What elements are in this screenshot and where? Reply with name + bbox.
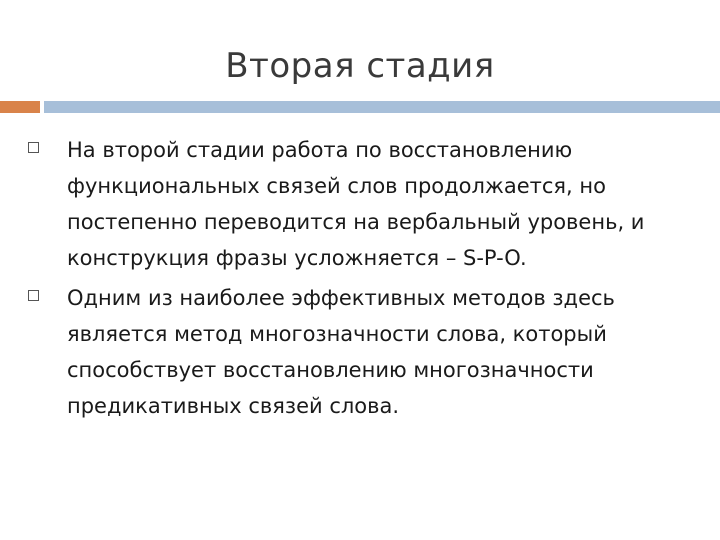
bullet-item: [28, 280, 688, 424]
bullet-text: На второй стадии работа по восстановлению функциональных связей слов продолжается, но постепенно переводится на вербальный уровень, и конструкция фразы усложняется – S-P-O.: [67, 138, 645, 270]
bullet-list: [28, 132, 688, 428]
slide-title: Вторая стадия: [225, 46, 495, 86]
title-underline-accent-blue: [44, 101, 720, 113]
title-underline-accent-orange: [0, 101, 40, 113]
empty-square-bullet-icon: [28, 142, 39, 153]
bullet-text: Одним из наиболее эффективных методов здесь является метод многозначности слова, который способствует восстановлению многозначности предикативных связей слова.: [67, 286, 615, 418]
bullet-item: [28, 132, 688, 276]
empty-square-bullet-icon: [28, 290, 39, 301]
